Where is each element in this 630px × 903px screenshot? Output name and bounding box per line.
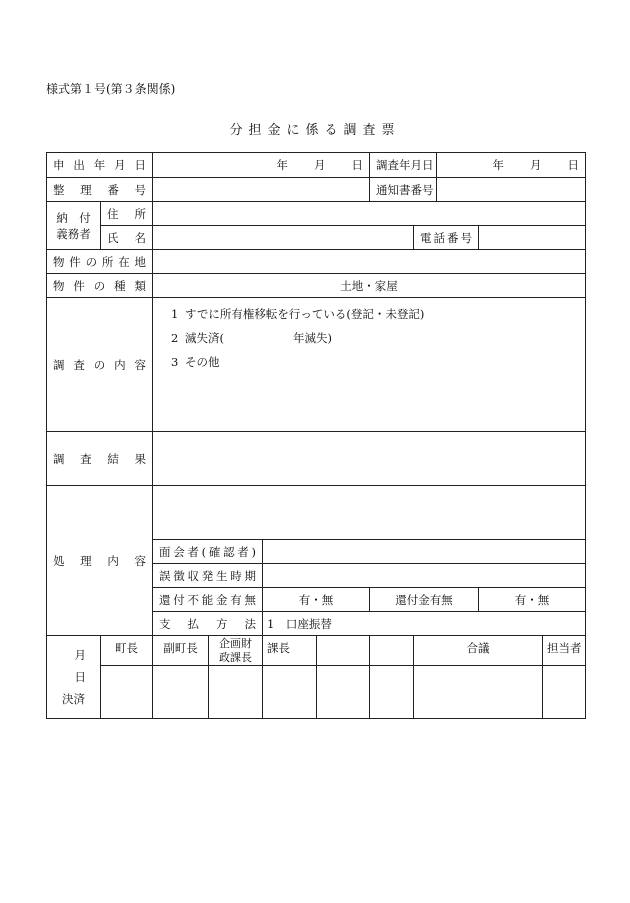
reference-number-field[interactable] (153, 178, 370, 202)
row-property-type (47, 274, 586, 298)
row-payer-address (47, 202, 586, 226)
form-reference: 様式第１号(第３条関係) (46, 82, 176, 96)
role-planning-finance-chief: 企画財 政課長 (209, 636, 263, 666)
survey-date-label: 調査年月日 (370, 153, 437, 178)
role-blank-1 (317, 636, 370, 666)
stamp-blank-2[interactable] (370, 666, 414, 719)
address-label: 住所 (101, 202, 153, 226)
survey-item: 1 すでに所有権移転を行っている(登記・未登記) (171, 307, 425, 321)
name-label: 氏名 (101, 226, 153, 250)
row-approval-header (47, 636, 586, 666)
phone-field[interactable] (479, 226, 586, 250)
refund-impossible-label: 還付不能金有無 (153, 588, 263, 612)
month-unit: 月 (530, 158, 542, 172)
role-blank-2 (370, 636, 414, 666)
role-mayor: 町長 (101, 636, 153, 666)
interviewer-label: 面会者(確認者) (153, 540, 263, 564)
role-section-chief: 課長 (263, 636, 317, 666)
stamp-person-in-charge[interactable] (543, 666, 586, 719)
survey-item: 2 滅失済( 年滅失) (171, 331, 332, 345)
payer-label-line2: 義務者 (56, 226, 91, 241)
address-field[interactable] (153, 202, 586, 226)
row-numbers (47, 178, 586, 202)
payer-label-line1: 納 付 (56, 210, 91, 225)
mistake-period-label: 誤徴収発生時期 (153, 564, 263, 588)
stamp-mayor[interactable] (101, 666, 153, 719)
row-payer-name (47, 226, 586, 250)
application-date-label: 申出年月日 (47, 153, 153, 178)
survey-content-label: 調査の内容 (47, 298, 153, 432)
payment-method-value[interactable]: 1 口座振替 (263, 612, 586, 636)
phone-label: 電話番号 (414, 226, 479, 250)
row-survey-result (47, 432, 586, 486)
decision-label: 決済 (62, 692, 85, 706)
day-label: 日 (74, 670, 86, 684)
property-location-field[interactable] (153, 250, 586, 274)
survey-content-field[interactable] (153, 298, 586, 432)
property-type-label: 物件の種類 (47, 274, 153, 298)
refund-value[interactable]: 有・無 (479, 588, 586, 612)
refund-impossible-value[interactable]: 有・無 (263, 588, 370, 612)
survey-result-label: 調査結果 (47, 432, 153, 486)
name-field[interactable] (153, 226, 414, 250)
row-processing-blank (47, 486, 586, 540)
row-survey-content (47, 298, 586, 432)
row-dates (47, 153, 586, 178)
form-title: 分担金に係る調査票 (229, 123, 401, 138)
survey-result-field[interactable] (153, 432, 586, 486)
row-property-location (47, 250, 586, 274)
year-unit: 年 (276, 158, 288, 172)
stamp-section-chief[interactable] (263, 666, 317, 719)
month-label: 月 (74, 648, 86, 662)
reference-number-label: 整理番号 (47, 178, 153, 202)
role-person-in-charge: 担当者 (543, 636, 586, 666)
approval-decision-label (47, 636, 101, 719)
year-unit: 年 (492, 158, 505, 172)
day-unit: 日 (567, 158, 580, 172)
day-unit: 日 (351, 158, 363, 172)
processing-label: 処理内容 (47, 486, 153, 636)
survey-item: 3 その他 (171, 355, 220, 369)
stamp-consultation[interactable] (414, 666, 543, 719)
payment-method-label: 支払方法 (153, 612, 263, 636)
survey-date-field[interactable] (437, 153, 586, 178)
property-location-label: 物件の所在地 (47, 250, 153, 274)
row-approval-stamps (47, 666, 586, 719)
stamp-planning-finance-chief[interactable] (209, 666, 263, 719)
stamp-deputy-mayor[interactable] (153, 666, 209, 719)
role-consultation: 合議 (414, 636, 543, 666)
mistake-period-field[interactable] (263, 564, 586, 588)
interviewer-field[interactable] (263, 540, 586, 564)
month-unit: 月 (314, 158, 326, 172)
payer-group-label (47, 202, 101, 250)
notice-number-label: 通知書番号 (370, 178, 437, 202)
processing-notes-field[interactable] (153, 486, 586, 540)
survey-form-table (46, 152, 586, 719)
notice-number-field[interactable] (437, 178, 586, 202)
application-date-field[interactable] (153, 153, 370, 178)
property-type-value: 土地・家屋 (153, 274, 586, 298)
refund-label: 還付金有無 (370, 588, 479, 612)
role-deputy-mayor: 副町長 (153, 636, 209, 666)
stamp-blank-1[interactable] (317, 666, 370, 719)
